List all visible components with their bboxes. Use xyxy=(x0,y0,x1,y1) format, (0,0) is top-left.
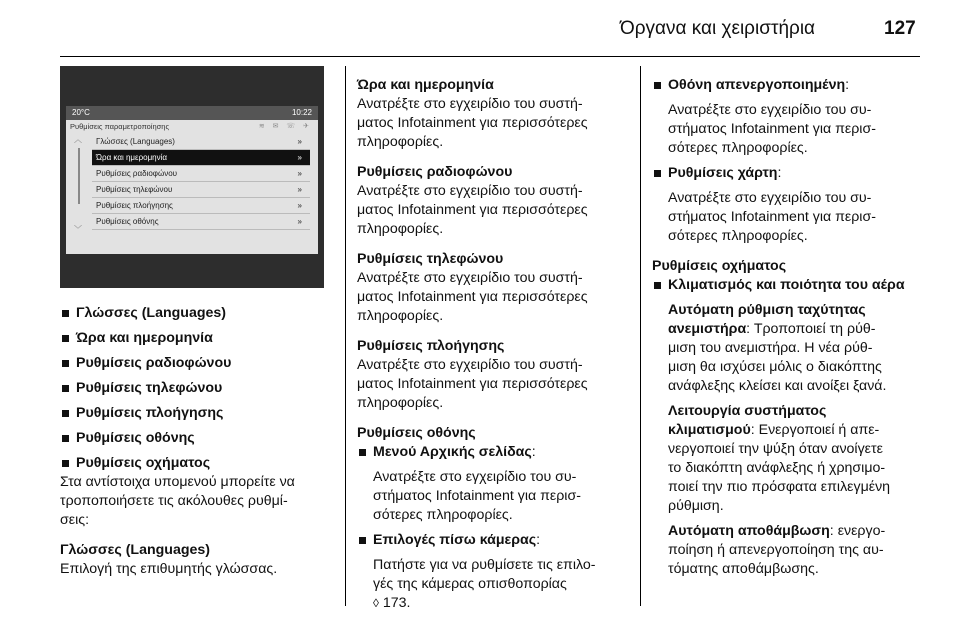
body-text: Ανατρέξτε στο εγχειρίδιο του συστή- ματος Infotainment για περισσότερες πληροφορίες. xyxy=(357,357,588,411)
bullet-item: Επιλογές πίσω κάμερας: xyxy=(357,531,637,550)
column-3 xyxy=(652,76,924,579)
menu-item-navigation[interactable]: Ρυθμίσεις πλοήγησης » xyxy=(92,198,310,214)
bullet-item: Ρυθμίσεις πλοήγησης xyxy=(60,404,340,423)
section-heading: Ρυθμίσεις τηλεφώνου xyxy=(357,251,504,267)
clock-readout: 10:22 xyxy=(291,108,312,117)
chevron-right-icon: » xyxy=(297,217,302,226)
menu-item-phone[interactable]: Ρυθμίσεις τηλεφώνου » xyxy=(92,182,310,198)
settings-menu xyxy=(92,134,310,230)
screen-heading: Ρυθμίσεις παραμετροποίησης xyxy=(70,122,170,131)
menu-item-radio[interactable]: Ρυθμίσεις ραδιοφώνου » xyxy=(92,166,310,182)
body-text: Ανατρέξτε στο εγχειρίδιο του συ- στήματος Infotainment για περισ- σότερες πληροφορίες. xyxy=(373,469,581,523)
bullet-item: Ρυθμίσεις τηλεφώνου xyxy=(60,379,340,398)
bullet-item: Ώρα και ημερομηνία xyxy=(60,329,340,348)
page-section-title: Όργανα και χειριστήρια xyxy=(620,18,816,39)
chevron-right-icon: » xyxy=(297,153,302,162)
body-text: Ανατρέξτε στο εγχειρίδιο του συ- στήματος Infotainment για περισ- σότερες πληροφορίες. xyxy=(668,102,876,156)
body-text: Ανατρέξτε στο εγχειρίδιο του συστή- ματος Infotainment για περισσότερες πληροφορίες. xyxy=(357,96,588,150)
body-text: Ανατρέξτε στο εγχειρίδιο του συ- στήματος Infotainment για περισ- σότερες πληροφορίες. xyxy=(668,190,876,244)
scroll-down-icon[interactable]: ﹀ xyxy=(74,225,82,234)
bullet-item: Κλιματισμός και ποιότητα του αέρα xyxy=(652,276,924,295)
menu-item-time-date[interactable]: Ώρα και ημερομηνία » xyxy=(92,150,310,166)
bullet-item: Ρυθμίσεις ραδιοφώνου xyxy=(60,354,340,373)
bullet-item: Οθόνη απενεργοποιημένη: xyxy=(652,76,924,95)
scroll-up-icon[interactable]: ︿ xyxy=(74,135,82,144)
scrollbar[interactable] xyxy=(78,148,80,204)
section-heading: Ώρα και ημερομηνία xyxy=(357,77,494,93)
column-1 xyxy=(60,304,340,579)
section-heading: Ρυθμίσεις οθόνης xyxy=(357,425,476,441)
body-text: Πατήστε για να ρυθμίσετε τις επιλο- γές της κάμερας οπισθοπορίας ◊ 173. xyxy=(373,557,596,611)
bullet-item: Ρυθμίσεις οχήματος xyxy=(60,454,340,473)
body-text: Αυτόματη ρύθμιση ταχύτητας ανεμιστήρα: Τροποποιεί τη ρύθ- μιση του ανεμιστήρα. Η νέα ρύθ- μιση θα ισχύσει μόλις ο διακόπτης ανάφλεξης κλείσει και ανοίξει ξανά. xyxy=(668,302,887,394)
intro-text: Στα αντίστοιχα υπομενού μπορείτε να τροποποιήσετε τις ακόλουθες ρυθμί- σεις: xyxy=(60,474,295,528)
menu-item-languages[interactable]: Γλώσσες (Languages) » xyxy=(92,134,310,150)
column-2 xyxy=(357,76,637,613)
bullet-item: Μενού Αρχικής σελίδας: xyxy=(357,443,637,462)
page-reference-link[interactable]: 173. xyxy=(382,595,411,611)
display-screen xyxy=(66,106,318,254)
status-icons: ≋ ✉ ☏ ✈ xyxy=(258,123,312,130)
section-heading: Ρυθμίσεις οχήματος xyxy=(652,258,787,274)
column-divider-2 xyxy=(640,66,641,606)
chevron-right-icon: » xyxy=(297,169,302,178)
body-text: Ανατρέξτε στο εγχειρίδιο του συστή- ματος Infotainment για περισσότερες πληροφορίες. xyxy=(357,183,588,237)
section-heading: Ρυθμίσεις πλοήγησης xyxy=(357,338,505,354)
chevron-right-icon: » xyxy=(297,185,302,194)
bullet-item: Ρυθμίσεις χάρτη: xyxy=(652,164,924,183)
chevron-right-icon: » xyxy=(297,201,302,210)
section-heading: Γλώσσες (Languages) xyxy=(60,542,211,558)
menu-item-display[interactable]: Ρυθμίσεις οθόνης » xyxy=(92,214,310,230)
body-text: Αυτόματη αποθάμβωση: ενεργο- ποίηση ή απενεργοποίηση της αυ- τόματης αποθάμβωσης. xyxy=(668,523,886,577)
status-bar xyxy=(66,106,318,120)
body-text: Ανατρέξτε στο εγχειρίδιο του συστή- ματος Infotainment για περισσότερες πληροφορίες. xyxy=(357,270,588,324)
body-text: Επιλογή της επιθυμητής γλώσσας. xyxy=(60,561,278,577)
body-text: Λειτουργία συστήματος κλιματισμού: Ενεργοποιεί ή απε- νεργοποιεί την ψύξη όταν ανοίγετε το διακόπτη ανάφλεξης ή χρησιμο- ποιεί την πιο πρόσφατα επιλεγμένη ρύθμιση. xyxy=(668,403,891,514)
chevron-right-icon: » xyxy=(297,137,302,146)
page-ref-icon: ◊ xyxy=(373,596,379,610)
bullet-item: Ρυθμίσεις οθόνης xyxy=(60,429,340,448)
section-heading: Ρυθμίσεις ραδιοφώνου xyxy=(357,164,513,180)
column-divider-1 xyxy=(345,66,346,606)
settings-screen-figure xyxy=(60,66,324,288)
header-divider xyxy=(60,56,920,57)
bullet-item: Γλώσσες (Languages) xyxy=(60,304,340,323)
temperature-readout: 20°C xyxy=(72,108,90,117)
page-number: 127 xyxy=(884,18,916,39)
